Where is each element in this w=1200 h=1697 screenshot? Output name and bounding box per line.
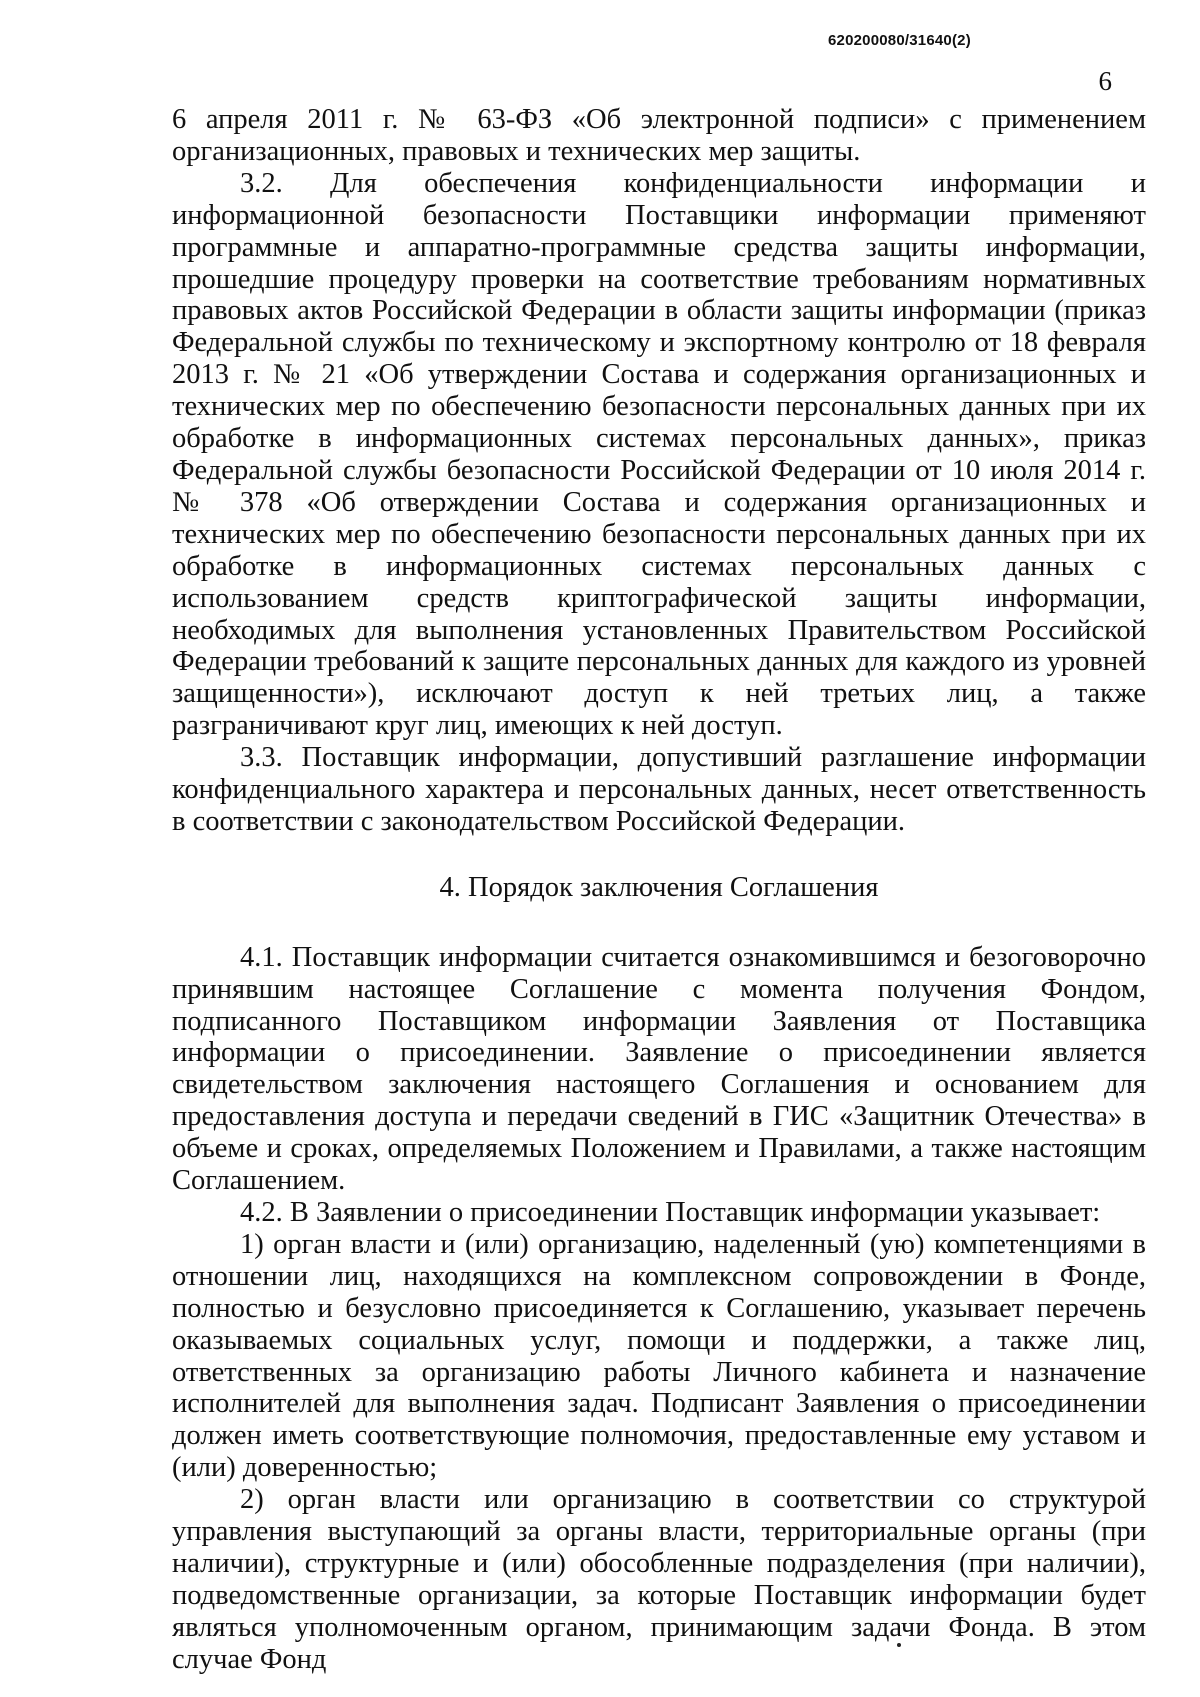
paragraph-3-2: 3.2. Для обеспечения конфиденциальности информации и информационной безопасности Поставщики информации применяют программные и аппаратно-программные средства защиты информации, прошедшие процедуру проверки на соответствие требованиям нормативных правовых актов Российской Федерации в области защиты информации (приказ Федеральной службы по техническому и экспортному контролю от 18 февраля 2013 г. № 21 «Об утверждении Состава и содержания организационных и технических мер по обеспечению безопасности персональных данных при их обработке в информационных системах персональных данных», приказ Федеральной службы безопасности Российской Федерации от 10 июля 2014 г. № 378 «Об отверждении Состава и содержания организационных и технических мер по обеспечению безопасности персональных данных при их обработке в информационных системах персональных данных с использованием средств криптографической защиты информации, необходимых для выполнения установленных Правительством Российской Федерации требований к защите персональных данных для каждого из уровней защищенности»), исключают доступ к ней третьих лиц, а также разграничивают круг лиц, имеющих к ней доступ. bbox=[172, 167, 1146, 742]
list-item-1: 1) орган власти и (или) организацию, наделенный (ую) компетенциями в отношении лиц, находящихся на комплексном сопровождении в Фонде, полностью и безусловно присоединяется к Соглашению, указывает перечень оказываемых социальных услуг, помощи и поддержки, а также лиц, ответственных за организацию работы Личного кабинета и назначение исполнителей для выполнения задач. Подписант Заявления о присоединении должен иметь соответствующие полномочия, предоставленные ему уставом и (или) доверенностью; bbox=[172, 1228, 1146, 1484]
list-item-2: 2) орган власти или организацию в соответствии со структурой управления выступающий за органы власти, территориальные органы (при наличии), структурные и (или) обособленные подразделения (при наличии), подведомственные организации, за которые Поставщик информации будет являться уполномоченным органом, принимающим задачи Фонда. В этом случае Фонд bbox=[172, 1484, 1146, 1675]
document-body bbox=[172, 104, 1146, 1676]
paragraph-4-1: 4.1. Поставщик информации считается ознакомившимся и безоговорочно принявшим настоящее Соглашение с момента получения Фондом, подписанного Поставщиком информации Заявления от Поставщика информации о присоединении. Заявление о присоединении является свидетельством заключения настоящего Соглашения и основанием для предоставления доступа и передачи сведений в ГИС «Защитник Отечества» в объеме и сроках, определяемых Положением и Правилами, а также настоящим Соглашением. bbox=[172, 941, 1146, 1197]
paragraph-continuation: 6 апреля 2011 г. № 63-ФЗ «Об электронной подписи» с применением организационных, правовых и технических мер защиты. bbox=[172, 104, 1146, 167]
paragraph-3-3: 3.3. Поставщик информации, допустивший разглашение информации конфиденциального характера и персональных данных, несет ответственность в соответствии с законодательством Российской Федерации. bbox=[172, 742, 1146, 837]
page-number: 6 bbox=[1098, 66, 1112, 96]
paragraph-4-2: 4.2. В Заявлении о присоединении Поставщик информации указывает: bbox=[240, 1197, 1101, 1228]
document-id: 620200080/31640(2) bbox=[828, 32, 971, 49]
section-heading: 4. Порядок заключения Соглашения bbox=[439, 871, 879, 903]
scan-speck bbox=[897, 1643, 901, 1647]
